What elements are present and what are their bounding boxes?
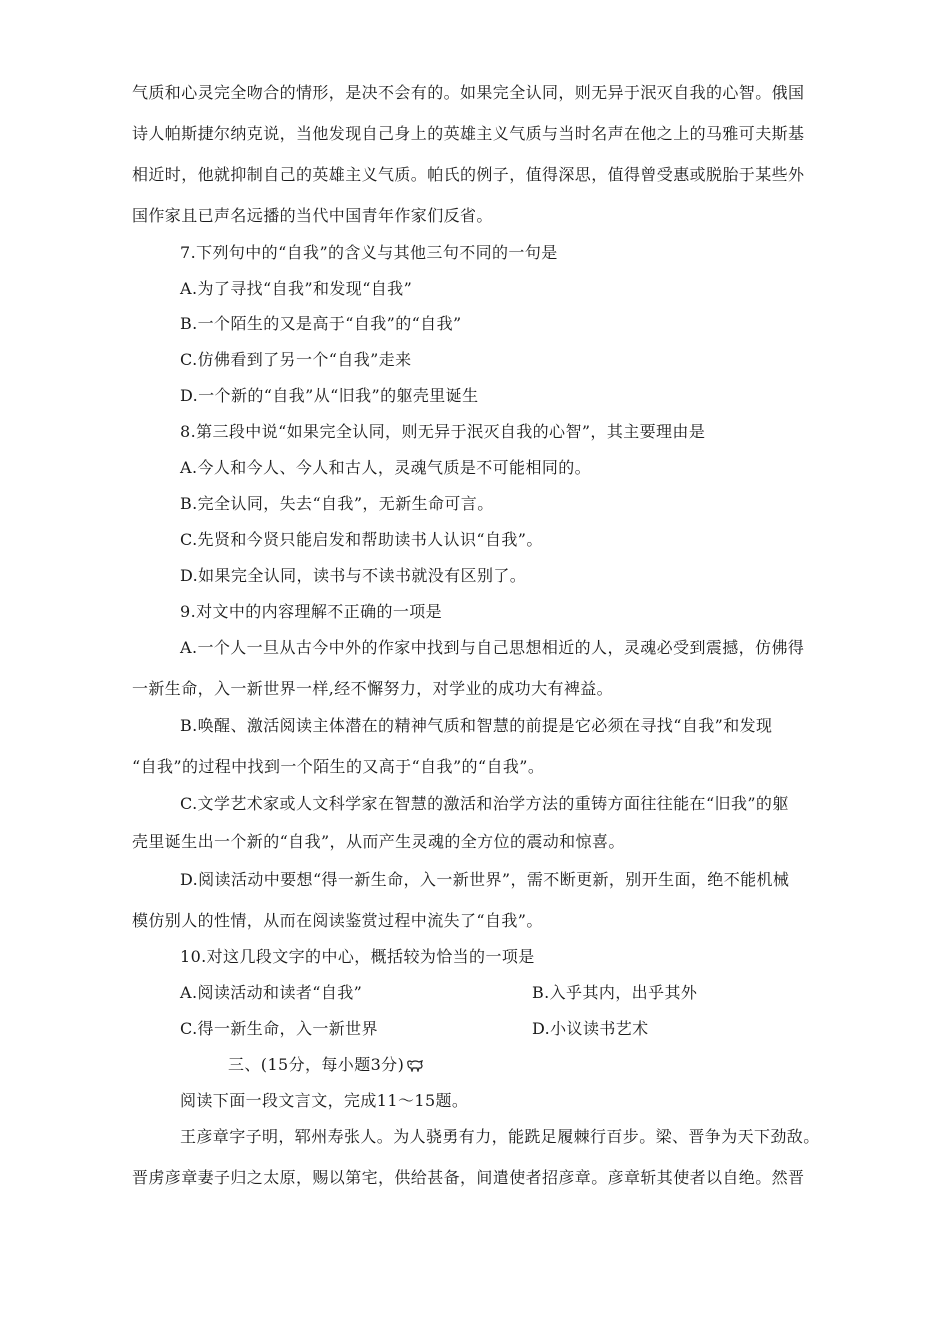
question-10-stem: 10.对这几段文字的中心，概括较为恰当的一项是 <box>180 947 535 966</box>
question-8-option-c: C.先贤和今贤只能启发和帮助读书人认识“自我”。 <box>180 530 543 549</box>
classical-text-line: 王彦章字子明，郓州寿张人。为人骁勇有力，能跣足履棘行百步。梁、晋争为天下劲敌。 <box>180 1127 820 1146</box>
classical-text-line: 晋虏彦章妻子归之太原，赐以第宅，供给甚备，间遣使者招彦章。彦章斩其使者以自绝。然晋 <box>132 1168 805 1187</box>
passage-line: 相近时，他就抑制自己的英雄主义气质。帕氏的例子，值得深思，值得曾受惠或脱胎于某些外 <box>132 165 805 184</box>
question-9-option-a-cont: 一新生命，入一新世界一样,经不懈努力，对学业的成功大有裨益。 <box>132 679 614 698</box>
question-9-option-c-cont: 壳里诞生出一个新的“自我”，从而产生灵魂的全方位的震动和惊喜。 <box>132 832 625 851</box>
question-8-option-b: B.完全认同，失去“自我”，无新生命可言。 <box>180 494 494 513</box>
question-8-stem: 8.第三段中说“如果完全认同，则无异于泯灭自我的心智”，其主要理由是 <box>180 422 706 441</box>
question-7-option-d: D.一个新的“自我”从“旧我”的躯壳里诞生 <box>180 386 479 405</box>
question-9-option-d: D.阅读活动中要想“得一新生命，入一新世界”，需不断更新，别开生面，绝不能机械 <box>180 870 790 889</box>
question-10-option-c: C.得一新生命，入一新世界 <box>180 1019 378 1038</box>
section-3-heading <box>228 1055 424 1075</box>
question-10-option-d: D.小议读书艺术 <box>532 1019 649 1038</box>
passage-line: 气质和心灵完全吻合的情形，是决不会有的。如果完全认同，则无异于泯灭自我的心智。俄国 <box>132 83 805 102</box>
question-9-option-b: B.唤醒、激活阅读主体潜在的精神气质和智慧的前提是它必须在寻找“自我”和发现 <box>180 716 773 735</box>
question-9-option-a: A.一个人一旦从古今中外的作家中找到与自己思想相近的人，灵魂必受到震撼，仿佛得 <box>180 638 805 657</box>
question-7-stem: 7.下列句中的“自我”的含义与其他三句不同的一句是 <box>180 243 558 262</box>
question-9-option-b-cont: “自我”的过程中找到一个陌生的又高于“自我”的“自我”。 <box>132 757 545 776</box>
question-10-option-b: B.入乎其内，出乎其外 <box>532 983 698 1002</box>
question-7-option-a: A.为了寻找“自我”和发现“自我” <box>180 279 413 298</box>
question-9-option-c: C.文学艺术家或人文科学家在智慧的激活和治学方法的重铸方面往往能在“旧我”的躯 <box>180 794 789 813</box>
section-3-heading-text: 三、(15分，每小题3分) <box>228 1055 405 1074</box>
cow-icon <box>406 1058 424 1072</box>
question-10-option-a: A.阅读活动和读者“自我” <box>180 983 363 1002</box>
question-8-option-d: D.如果完全认同，读书与不读书就没有区别了。 <box>180 566 527 585</box>
passage-line: 诗人帕斯捷尔纳克说，当他发现自己身上的英雄主义气质与当时名声在他之上的马雅可夫斯基 <box>132 124 805 143</box>
question-7-option-b: B.一个陌生的又是高于“自我”的“自我” <box>180 314 462 333</box>
passage-line: 国作家且已声名远播的当代中国青年作家们反省。 <box>132 206 493 225</box>
question-9-option-d-cont: 模仿别人的性情，从而在阅读鉴赏过程中流失了“自我”。 <box>132 911 543 930</box>
question-9-stem: 9.对文中的内容理解不正确的一项是 <box>180 602 443 621</box>
question-8-option-a: A.今人和今人、今人和古人，灵魂气质是不可能相同的。 <box>180 458 592 477</box>
section-3-instruction: 阅读下面一段文言文，完成11～15题。 <box>180 1091 469 1110</box>
question-7-option-c: C.仿佛看到了另一个“自我”走来 <box>180 350 412 369</box>
